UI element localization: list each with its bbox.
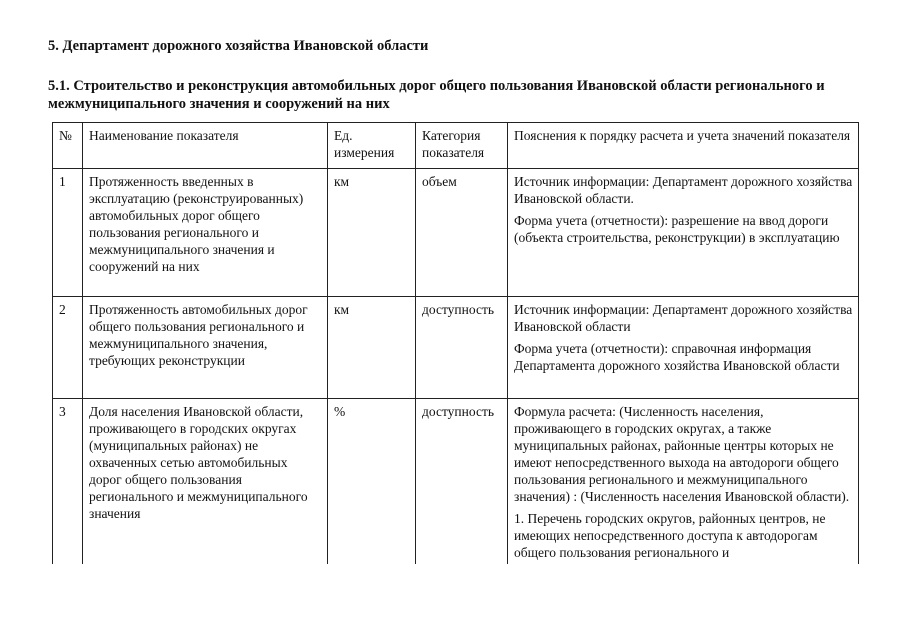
section-title: 5. Департамент дорожного хозяйства Ивановской области — [48, 38, 429, 54]
explanation-paragraph: Источник информации: Департамент дорожного хозяйства Ивановской области — [514, 302, 853, 334]
row-category: объем — [416, 169, 508, 297]
header-unit: Ед. измерения — [328, 123, 416, 169]
header-no: № — [53, 123, 83, 169]
row-unit: км — [328, 169, 416, 297]
explanation-paragraph: Форма учета (отчетности): справочная информация Департамента дорожного хозяйства Ивановской области — [514, 341, 840, 373]
row-explanation — [508, 297, 859, 399]
row-no: 1 — [53, 169, 83, 297]
explanation-paragraph: Форма учета (отчетности): разрешение на ввод дороги (объекта строительства, реконструкции) в эксплуатацию — [514, 213, 840, 245]
indicators-table — [52, 122, 859, 564]
header-category: Категория показателя — [416, 123, 508, 169]
row-no: 3 — [53, 399, 83, 565]
row-explanation — [508, 169, 859, 297]
row-no: 2 — [53, 297, 83, 399]
table-row — [53, 297, 859, 399]
row-unit: % — [328, 399, 416, 565]
row-unit: км — [328, 297, 416, 399]
table-row — [53, 169, 859, 297]
row-name: Доля населения Ивановской области, проживающего в городских округах (муниципальных районах) не охваченных сетью автомобильных дорог общего пользования регионального и межмуниципального значения — [83, 399, 328, 565]
table-header-row — [53, 123, 859, 169]
row-name: Протяженность автомобильных дорог общего пользования регионального и межмуниципального значения, требующих реконструкции — [83, 297, 328, 399]
explanation-paragraph: Источник информации: Департамент дорожного хозяйства Ивановской области. — [514, 174, 853, 206]
row-name: Протяженность введенных в эксплуатацию (реконструированных) автомобильных дорог общего пользования регионального и межмуниципального значения и сооружений на них — [83, 169, 328, 297]
header-name: Наименование показателя — [83, 123, 328, 169]
explanation-paragraph: 1. Перечень городских округов, районных центров, не имеющих непосредственного доступа к автодорогам общего пользования регионального и — [514, 511, 826, 560]
subsection-title: 5.1. Строительство и реконструкция автомобильных дорог общего пользования Ивановской области регионального и межмуниципального значения и сооружений на них — [48, 78, 825, 112]
header-explanation: Пояснения к порядку расчета и учета значений показателя — [508, 123, 859, 169]
row-category: доступность — [416, 399, 508, 565]
row-category: доступность — [416, 297, 508, 399]
table-row — [53, 399, 859, 565]
row-explanation — [508, 399, 859, 565]
explanation-paragraph: Формула расчета: (Численность населения, проживающего в городских округах, а также муниципальных районах, районные центры которых не имеют непосредственного выхода на автодороги общего пользования регионального и межмуниципального значения) : (Численность населения Ивановской области). — [514, 404, 850, 504]
